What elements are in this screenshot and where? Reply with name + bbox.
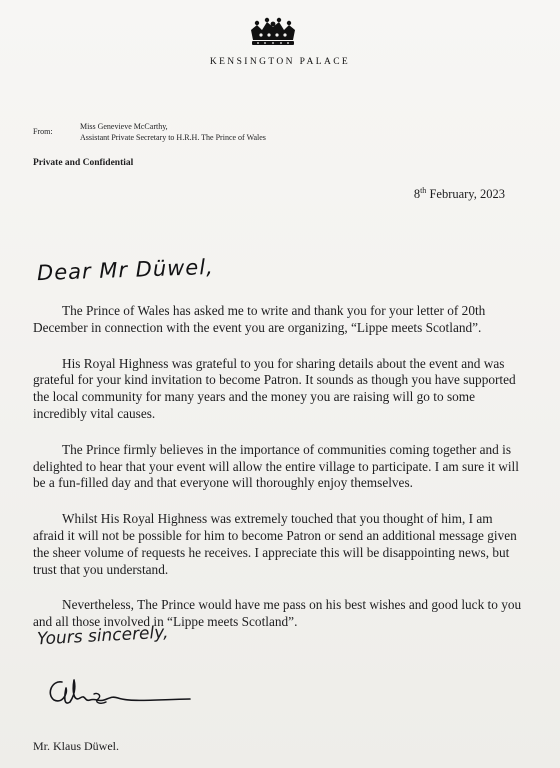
handwritten-salutation: Dear Mr Düwel,	[36, 254, 215, 286]
date-suffix: th	[420, 186, 427, 195]
crown-crest-icon	[247, 16, 299, 48]
handwritten-closing: Yours sincerely,	[36, 622, 169, 650]
body-paragraph: The Prince of Wales has asked me to write and thank you for your letter of 20th December in connection with the event you are organizing, “Lippe meets Scotland”.	[33, 303, 486, 335]
body-paragraph: Whilst His Royal Highness was extremely touched that you thought of him, I am afraid it will not be possible for him to become Patron or send an additional message given the sheer volume of requests he receives. I appreciate this will be disappointing news, but trust that you understand.	[33, 511, 517, 577]
date-rest: February, 2023	[426, 187, 505, 202]
recipient-name: Mr. Klaus Düwel.	[33, 739, 119, 753]
body-paragraph: The Prince firmly believes in the importance of communities coming together and is delighted to hear that your event will allow the entire village to participate. I am sure it will be a fun-filled day and that everyone will thoroughly enjoy themselves.	[33, 441, 519, 491]
handwritten-signature	[40, 672, 200, 712]
sender-title: Assistant Private Secretary to H.R.H. The Prince of Wales	[80, 132, 266, 142]
from-label: From:	[33, 127, 53, 136]
letter-body	[33, 303, 525, 650]
letterhead-title: KENSINGTON PALACE	[209, 57, 351, 67]
sender-name: Miss Genevieve McCarthy,	[80, 122, 168, 131]
date-day: 8	[413, 187, 421, 202]
sender-block	[80, 122, 266, 143]
letter-date	[414, 186, 505, 202]
body-paragraph: His Royal Highness was grateful to you for sharing details about the event and was grateful for your kind invitation to become Patron. It sounds as though you have supported the local community for many years and the money you are raising will go to some incredibly vital causes.	[33, 355, 516, 421]
classification-label: Private and Confidential	[33, 158, 134, 168]
body-paragraph: Nevertheless, The Prince would have me pass on his best wishes and good luck to you and all those involved in “Lippe meets Scotland”.	[33, 597, 522, 630]
